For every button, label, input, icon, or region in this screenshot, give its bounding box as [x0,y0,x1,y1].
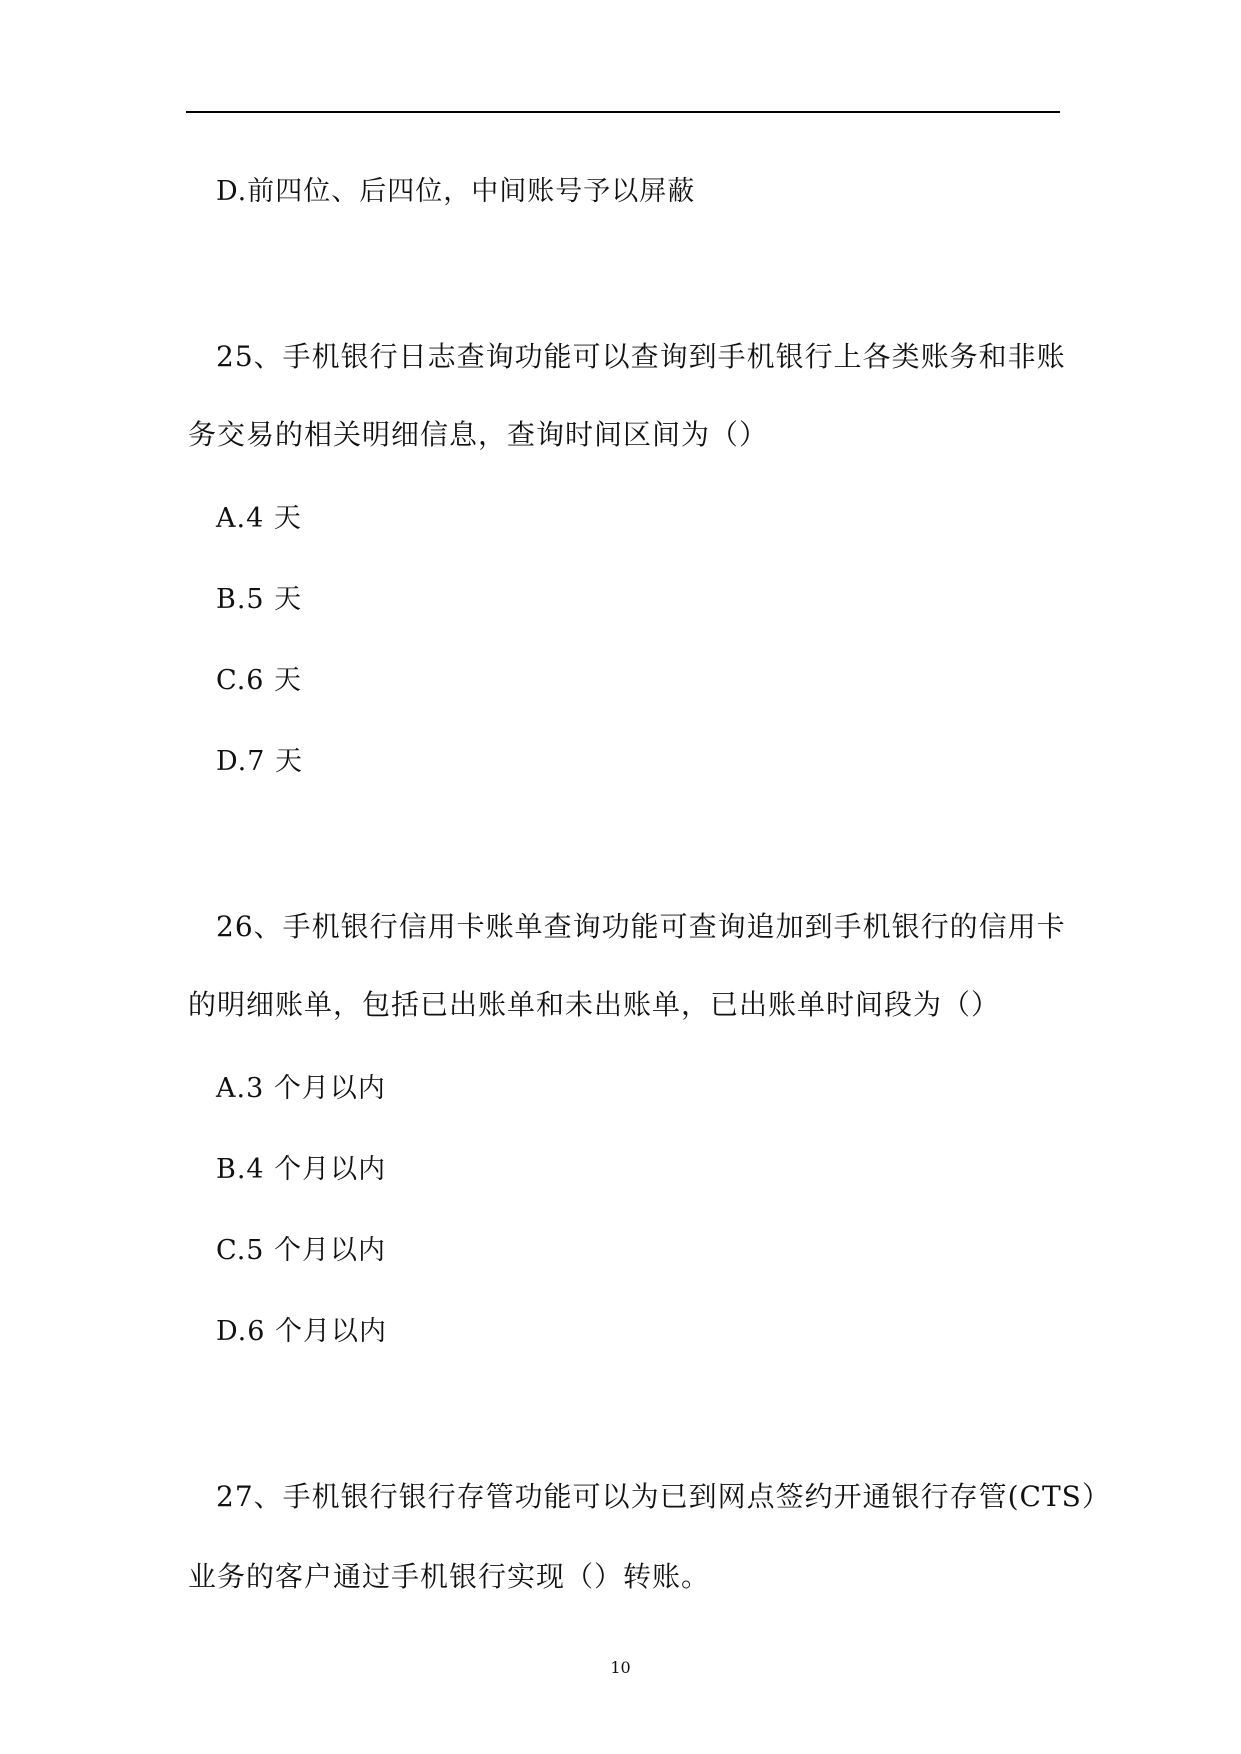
question-25-option-b: B.5 天 [216,584,303,615]
question-25-option-a: A.4 天 [216,503,302,534]
question-26-option-c: C.5 个月以内 [216,1235,387,1266]
question-26-option-a: A.3 个月以内 [216,1073,386,1104]
page-number: 10 [610,1658,631,1677]
question-25-stem-line-2: 务交易的相关明细信息，查询时间区间为（） [188,418,769,451]
header-rule [186,111,1060,113]
question-25-stem-line-1: 25、手机银行日志查询功能可以查询到手机银行上各类账务和非账 [216,340,1066,373]
question-27-stem-line-2: 业务的客户通过手机银行实现（）转账。 [188,1560,711,1593]
question-27-stem-line-1: 27、手机银行银行存管功能可以为已到网点签约开通银行存管(CTS） [216,1480,1111,1513]
question-25-option-c: C.6 天 [216,665,303,696]
question-25-option-d: D.7 天 [216,746,304,777]
option-d-previous: D.前四位、后四位，中间账号予以屏蔽 [216,176,696,207]
question-26-option-b: B.4 个月以内 [216,1154,387,1185]
question-26-option-d: D.6 个月以内 [216,1316,388,1347]
question-26-stem-line-2: 的明细账单，包括已出账单和未出账单，已出账单时间段为（） [188,988,1001,1021]
question-26-stem-line-1: 26、手机银行信用卡账单查询功能可查询追加到手机银行的信用卡 [216,910,1066,943]
